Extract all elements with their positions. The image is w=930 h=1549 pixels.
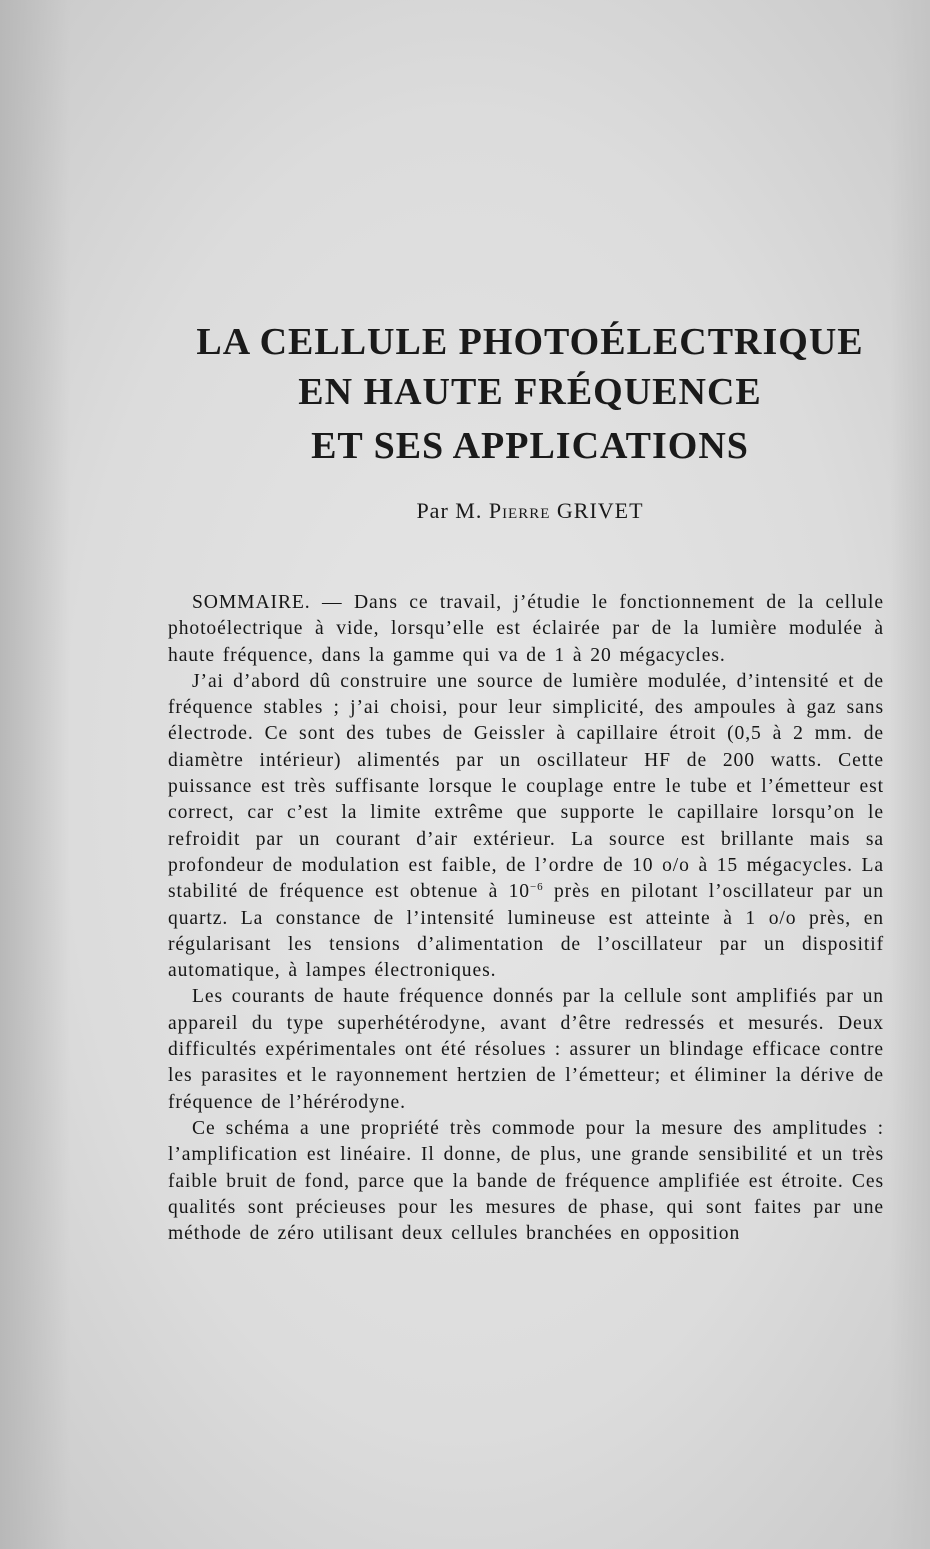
- title-line-3: ET SES APPLICATIONS: [311, 425, 749, 467]
- title-line-2: EN HAUTE FRÉQUENCE: [298, 371, 762, 413]
- summary-text: [168, 590, 884, 1247]
- page-shadow-left: [0, 0, 70, 1549]
- author-first-name: Pierre: [488, 498, 551, 523]
- byline-prefix: Par M.: [416, 498, 483, 523]
- title-line-1: LA CELLULE PHOTOÉLECTRIQUE: [196, 321, 864, 363]
- page-shadow-right: [890, 0, 930, 1549]
- paragraph-schema: Ce schéma a une propriété très commode pour la mesure des amplitudes : l’amplification est linéaire. Il donne, de plus, une grande sensibilité et un très faible bruit de fond, parce que la bande de fréquence amplifiée est étroite. Ces qualités sont précieuses pour les mesures de phase, qui sont faites par une méthode de zéro utilisant deux cellules branchées en opposition: [168, 1117, 884, 1245]
- paragraph-sommaire: SOMMAIRE. — Dans ce travail, j’étudie le fonctionnement de la cellule photoélectrique à vide, lorsqu’elle est éclairée par de la lumière modulée à haute fréquence, dans la gamme qui va de 1 à 20 mégacycles.: [168, 592, 884, 666]
- paragraph-source: [168, 669, 884, 985]
- paragraph-amplification: Les courants de haute fréquence donnés par la cellule sont amplifiés par un appareil du type superhétérodyne, avant d’être redressés et mesurés. Deux difficultés expérimentales ont été résolues : assurer un blindage efficace contre les parasites et le rayonnement hertzien de l’émetteur; et éliminer la dérive de fréquence de l’hérérodyne.: [168, 986, 884, 1113]
- author-last-name: GRIVET: [556, 498, 644, 523]
- paragraph-source-part-1: J’ai d’abord dû construire une source de lumière modulée, d’intensité et de fréquence stables ; j’ai choisi, pour leur simplicité, des ampoules à gaz sans électrode. Ce sont des tubes de Geissler à capillaire étroit (0,5 à 2 mm. de diamètre intérieur) alimentés par un oscillateur HF de 200 watts. Cette puissance est très suffisante lorsque le couplage entre le tube et l’émetteur est correct, car c’est la limite extrême que supporte le capillaire lorsqu’on le refroidit par un courant d’air extérieur. La source est brillante mais sa profondeur de modulation est faible, de l’ordre de 10 o/o à 15 mégacycles. La stabilité de fréquence est obtenue à 10: [168, 670, 884, 903]
- paragraph-source-part-2: près en pilotant l’oscillateur par un quartz. La constance de l’intensité lumineuse est atteinte à 1 o/o près, en régularisant les tensions d’alimentation de l’oscillateur par un dispositif automatique, à lampes électroniques.: [168, 881, 885, 982]
- author-byline: [140, 498, 920, 524]
- exponent: −6: [530, 881, 544, 894]
